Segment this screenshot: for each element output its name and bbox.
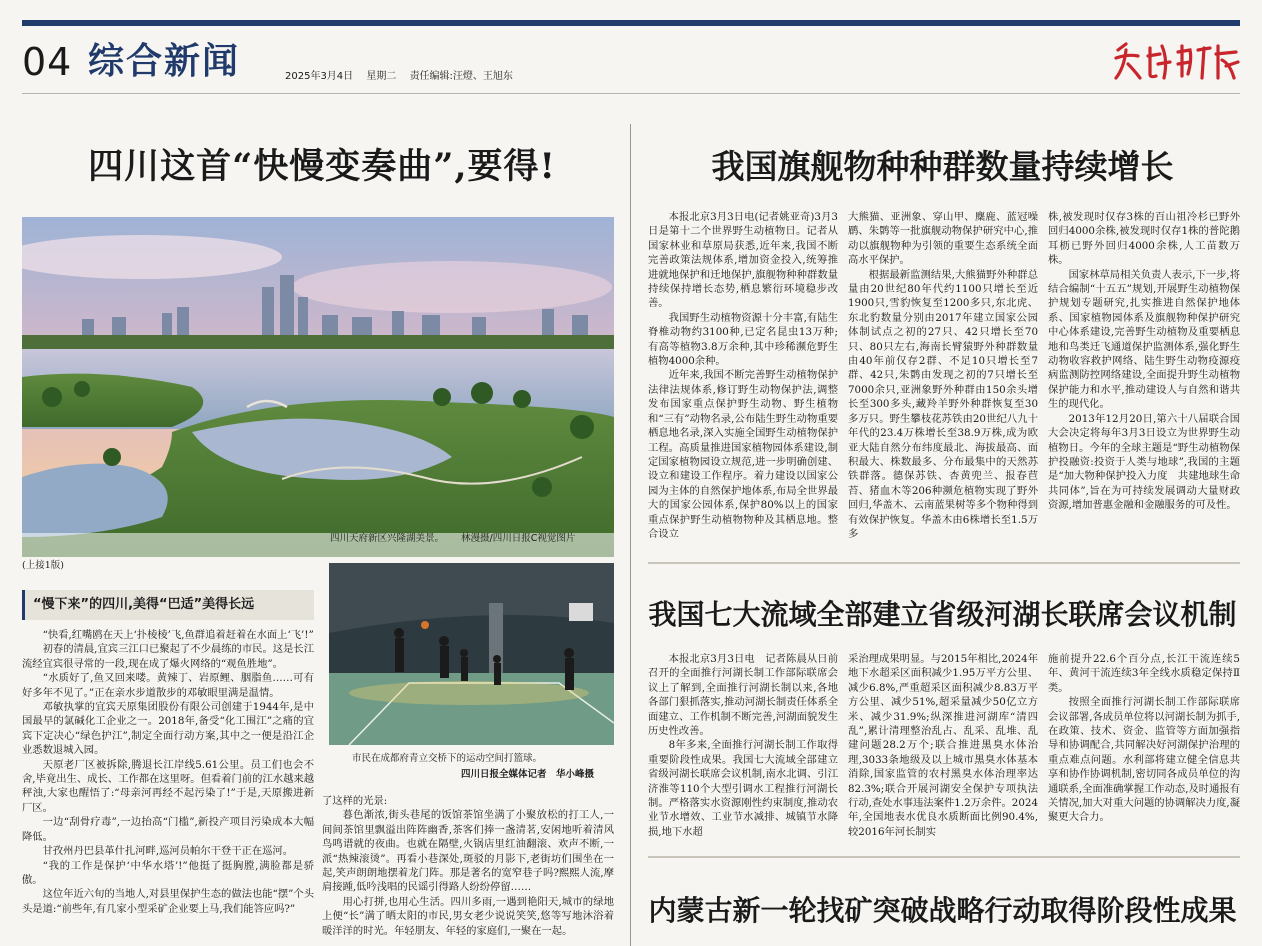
river-article-col2 <box>848 652 1038 842</box>
paragraph: 8年多来,全面推行河湖长制工作取得重要阶段性成果。我国七大流域全部建立省级河湖长联席会议机制,南水北调、引江济淮等110个大型引调水工程推行河湖长制。严格落实水资源刚性约束制度,推动农业节水增效、工业节水减排、城镇节水降损,地下水超 <box>648 739 838 838</box>
issue-editors: 责任编辑:汪燈、王旭东 <box>409 71 513 82</box>
paragraph: 邓敏执掌的宜宾天原集团股份有限公司创建于1944年,是中国最早的氯碱化工企业之一。2018年,备受“化工围江”之痛的宜宾下定决心“绿色护江”,制定全面行动方案,其中之一便是沿江企业悉数退城入园。 <box>22 701 314 757</box>
left-article-col2 <box>322 794 614 946</box>
photo2-credit: 四川日报全媒体记者 华小峰摄 <box>461 769 595 780</box>
left-article-subhead: “慢下来”的四川,美得“巴适”美得长远 <box>22 590 314 620</box>
header-rule <box>22 93 1240 94</box>
species-article-col1 <box>648 210 838 545</box>
paragraph: 一边“刮骨疗毒”,一边抬高“门槛”,新投产项目污染成本大幅降低。 <box>22 816 314 843</box>
masthead-logo <box>1112 40 1242 84</box>
paragraph: “我的工作是保护‘中华水塔’!”他挺了挺胸膛,满脸都是骄傲。 <box>22 859 314 886</box>
paragraph: 初春的清晨,宜宾三江口已聚起了不少晨练的市民。这是长江流经宜宾很寻常的一段,现在成了爆火网络的“观鱼胜地”。 <box>22 643 314 670</box>
left-article-col1 <box>22 628 314 946</box>
paragraph: 采治理成果明显。与2015年相比,2024年地下水超采区面积减少1.95万平方公里、减少6.8%,严重超采区面积减少8.83万平方公里、减少51%,超采量减少50亿立方米、减少31.9%;纵深推进河湖库“清四乱”,累计清理整治乱占、乱采、乱堆、乱建问题28.2万个;联合推进黑臭水体治理,3033条地级及以上城市黑臭水体基本消除,国家监管的农村黑臭水体治理率达82.3%;联合开展河湖安全保护专项执法行动,查处水事违法案件1.2万余件。2024年,全国地表水优良水质断面比例90.4%,较2016年河长制实 <box>848 653 1038 838</box>
photo1-credit: 林漫摄/四川日报C视觉图片 <box>461 533 576 544</box>
masthead-calligraphy-icon <box>1112 40 1242 84</box>
paragraph: 本报北京3月3日电(记者姚亚奇)3月3日是第十二个世界野生动植物日。记者从国家林业和草原局获悉,近年来,我国不断完善政策法规体系,增加资金投入,统筹推进就地保护和迁地保护,旗舰物种种群数量持续保持增长态势,栖息繁衍环境稳步改善。 <box>648 211 838 310</box>
species-article-col2 <box>848 210 1038 545</box>
paragraph: 国家林草局相关负责人表示,下一步,将结合编制“十五五”规划,开展野生动植物保护规划专题研究,扎实推进自然保护地体系、国家植物园体系及旗舰物种保护研究中心体系建设,完善野生动植物及重要栖息地和鸟类迁飞通道保护监测体系,强化野生动物收容救护网络、陆生野生动物疫源疫病监测防控网络建设,全面提升野生动植物保护能力和水平,推动建设人与自然和谐共生的现代化。 <box>1048 268 1240 411</box>
paragraph: 根据最新监测结果,大熊猫野外种群总量由20世纪80年代约1100只增长至近1900只,雪豹恢复至1200多只,东北虎、东北豹数量分别由2017年建立国家公园体制试点之初的27只、42只增长至70只、80只左右,海南长臂猿野外种群数量由40年前仅存2群、不足10只增长至7群、42只,朱鹮由发现之初的7只增长至7000余只,亚洲象野外种群由150余头增长至300多头,藏羚羊野外种群恢复至30多万只。野生攀枝花苏铁由20世纪八九十年代的23.4万株增长至38.9万株,成为欧亚大陆自然分布纬度最北、海拔最高、面积最大、株数最多、分布最集中的天然苏铁群落。德保苏铁、杏黄兜兰、报春苣苔、猪血木等206种濒危植物实现了野外回归,华盖木、云南蓝果树等多个物种得到有效保护恢复。华盖木由6株增长至1.5万多 <box>848 268 1038 540</box>
paragraph: 2013年12月20日,第六十八届联合国大会决定将每年3月3日设立为世界野生动植物日。今年的全球主题是“野生动植物保护投融资:投资于人类与地球”,我国的主题是“加大物种保护投入力度 共建地球生命共同体”,旨在为可持续发展调动大量财政资源,增加普惠金融和金融服务的可及性。 <box>1048 412 1240 512</box>
paragraph: 大熊猫、亚洲象、穿山甲、麋鹿、蓝冠噪鹛、朱鹮等一批旗舰动物保护研究中心,推动以旗舰物种为引领的重要生态系统全面高水平保护。 <box>848 211 1038 267</box>
continued-marker: (上接1版) <box>22 560 64 571</box>
river-article-col3 <box>1048 652 1240 842</box>
issue-weekday: 星期二 <box>366 71 397 82</box>
paragraph: 这位年近六旬的当地人,对县里保护生态的做法也能“摆”个头头是道:“前些年,有几家小型采矿企业要上马,我们能答应吗?” <box>22 888 314 915</box>
paragraph: 天原老厂区被拆除,腾退长江岸线5.61公里。员工们也会不舍,毕竟出生、成长、工作都在这里呀。但看着门前的江水越来越秤浊,大家也醒悟了:“母亲河再经不起污染了!”于是,天原搬进新厂区。 <box>22 758 314 814</box>
paragraph: 按照全面推行河湖长制工作部际联席会议部署,各成员单位将以河湖长制为抓手,在政策、技术、资金、监管等方面加强指导和协调配合,共同解决好河湖保护治理的重点难点问题。水利部将建立健全信息共享和协作协调机制,密切同各成员单位的沟通联系,全面准确掌握工作动态,及时通报有关情况,加大对重大问题的协调解决力度,凝聚更大合力。 <box>1048 696 1240 824</box>
column-divider <box>630 124 631 946</box>
photo1-caption: 四川天府新区兴隆湖美景。 <box>330 533 445 544</box>
lake-city-photo <box>22 217 614 557</box>
left-article-headline: 四川这首“快慢变奏曲”,要得! <box>88 146 556 187</box>
paragraph: 了这样的光景: <box>322 795 388 807</box>
paragraph: “快看,红嘴鸥在天上‘扑棱棱’飞,鱼群追着赶着在水面上‘飞’!” <box>42 629 314 641</box>
basketball-photo <box>329 563 614 745</box>
issue-date: 2025年3月4日 <box>285 71 354 82</box>
paragraph: 我国野生动植物资源十分丰富,有陆生脊椎动物约3100种,已定名昆虫13万种;有高等植物3.8万余种,其中珍稀濒危野生植物4000余种。 <box>648 311 838 368</box>
paragraph: 甘孜州丹巴县革什扎河畔,巡河员帕尔干登干正在巡河。 <box>42 845 293 858</box>
section-title: 综合新闻 <box>88 40 241 82</box>
species-article-col3 <box>1048 210 1240 545</box>
paragraph: “水质好了,鱼又回来喽。黄辣丁、岩原鲤、胭脂鱼……可有好多年不见了。”正在亲水步道散步的邓敏眼里满是温情。 <box>22 672 314 699</box>
article-separator <box>648 562 1240 564</box>
paragraph: 株,被发现时仅存3株的百山祖冷杉已野外回归4000余株,被发现时仅存1株的普陀鹅耳枥已野外回归4000余株,人工苗数万株。 <box>1048 211 1240 267</box>
paragraph: 本报北京3月3日电 记者陈晨从日前召开的全面推行河湖长制工作部际联席会议上了解到,全面推行河湖长制以来,各地各部门狠抓落实,推动河湖长制责任体系全面建立、工作机制不断完善,河湖面貌发生历史性改善。 <box>648 653 838 738</box>
issue-info <box>285 70 523 84</box>
species-article-headline: 我国旗舰物种种群数量持续增长 <box>711 147 1174 186</box>
mining-article-headline: 内蒙古新一轮找矿突破战略行动取得阶段性成果 <box>648 894 1237 927</box>
photo1-caption-line <box>330 531 575 547</box>
paragraph: 暮色渐浓,街头巷尾的饭馆茶馆坐满了小聚放松的打工人,一间间茶馆里飘溢出阵阵幽香,茶客们捧一盏清茗,安闲地听着清风鸟鸣谱就的夜曲。也就在隔壁,火锅店里红油翻滚、欢声不断,一派“热辣滚烫”。再看小巷深处,斑驳的月影下,老街坊们围坐在一起,笑声朗朗地摆着龙门阵。那是著名的宽窄巷子吗?熙熙人流,摩肩接踵,低吟浅唱的民谣引得路人纷纷停留…… <box>322 809 614 894</box>
article-separator <box>648 856 1240 858</box>
river-article-col1 <box>648 652 838 842</box>
river-article-headline: 我国七大流域全部建立省级河湖长联席会议机制 <box>648 598 1237 631</box>
paragraph: 近年来,我国不断完善野生动植物保护法律法规体系,修订野生动物保护法,调整发布国家重点保护野生动物、野生植物和“三有”动物名录,公布陆生野生动物重要栖息地名录,深入实施全国野生动植物保护工程。高质量推进国家植物园体系建设,制定国家植物园设立规范,进一步明确创建、设立和建设工作程序。着力建设以国家公园为主体的自然保护地体系,布局全世界最大的国家公园体系,保护80%以上的国家重点保护野生动植物物种及其栖息地。整合设立 <box>648 369 838 540</box>
page-number: 04 <box>22 40 73 84</box>
top-color-bar <box>22 20 1240 26</box>
photo2-caption: 市民在成都府青立交桥下的运动空间打篮球。 <box>352 753 543 764</box>
paragraph: 用心打拼,也用心生活。四川多雨,一遇到艳阳天,城市的绿地上便“长”满了晒太阳的市民,男女老少说说笑笑,悠等写地沐浴着暖洋洋的时光。年轻朋友、年轻的家庭们,一聚在一起。 <box>322 895 614 937</box>
paragraph: 施前提升22.6个百分点,长江干流连续5年、黄河干流连续3年全线水质稳定保持Ⅱ类。 <box>1048 653 1240 694</box>
